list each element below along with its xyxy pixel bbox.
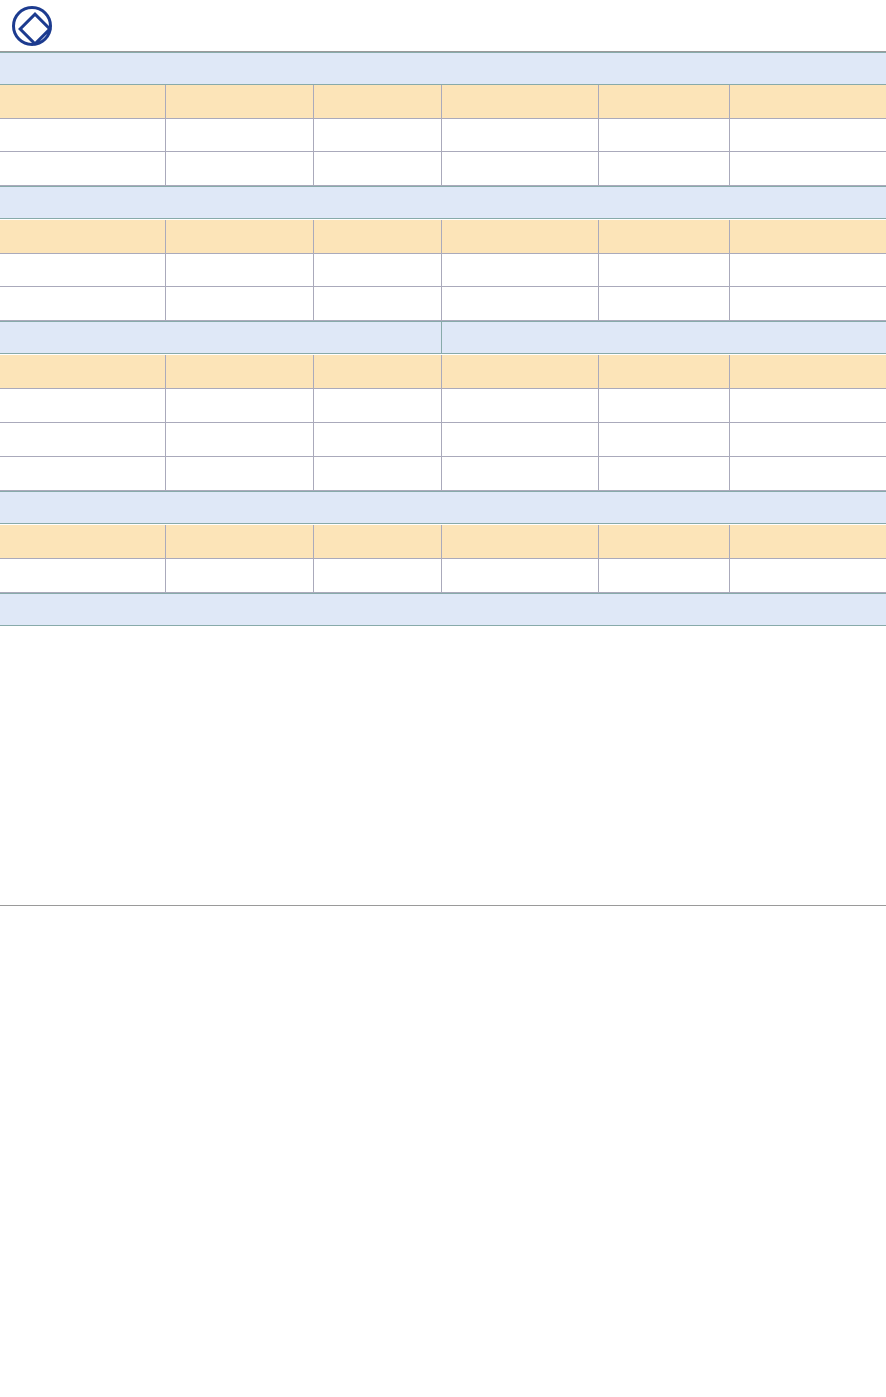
table-header xyxy=(730,220,886,253)
product-change xyxy=(314,559,442,592)
open-interest xyxy=(599,152,730,185)
table-header xyxy=(442,525,599,558)
operating-rate xyxy=(599,423,730,456)
company-logo xyxy=(12,6,144,46)
futures-section-title xyxy=(0,52,886,85)
table-row xyxy=(0,287,886,321)
product-name xyxy=(0,559,166,592)
inventory-value xyxy=(166,389,314,422)
logo-emblem-icon xyxy=(12,6,52,46)
region xyxy=(0,457,166,490)
product-name-ethylene xyxy=(442,559,599,592)
inventory-change xyxy=(314,423,442,456)
change-pct xyxy=(442,152,599,185)
operating-rate-chart xyxy=(4,1150,442,1372)
price-1126 xyxy=(314,253,442,286)
product-change xyxy=(730,559,886,592)
close-price xyxy=(314,118,442,151)
process-name xyxy=(442,423,599,456)
product-price xyxy=(599,559,730,592)
table-header xyxy=(314,525,442,558)
inventory-section-title xyxy=(0,321,442,354)
report-header xyxy=(0,0,886,52)
settle-price xyxy=(166,152,314,185)
operating-change xyxy=(730,423,886,456)
table-header xyxy=(599,525,730,558)
table-row xyxy=(0,389,886,423)
operating-change xyxy=(730,389,886,422)
region xyxy=(0,423,166,456)
price-1126 xyxy=(314,287,442,320)
table-header xyxy=(730,525,886,558)
table-header xyxy=(0,525,166,558)
table-header xyxy=(442,220,599,253)
table-row xyxy=(0,423,886,457)
table-header xyxy=(166,355,314,388)
inventory-change xyxy=(314,457,442,490)
table-header xyxy=(730,355,886,388)
product-price xyxy=(166,559,314,592)
upstream-header-row xyxy=(0,525,886,559)
table-header xyxy=(599,355,730,388)
table-header xyxy=(0,355,166,388)
table-header xyxy=(314,220,442,253)
table-row xyxy=(0,559,886,593)
table-header xyxy=(599,85,730,118)
table-header xyxy=(730,85,886,118)
table-header xyxy=(166,85,314,118)
inventory-change xyxy=(314,389,442,422)
basis xyxy=(599,253,730,286)
price-change xyxy=(442,287,599,320)
table-header xyxy=(166,220,314,253)
basis-change xyxy=(730,287,886,320)
process-name xyxy=(442,457,599,490)
table-header xyxy=(166,525,314,558)
table-header xyxy=(0,220,166,253)
inventory-header-row xyxy=(0,355,886,389)
table-header xyxy=(0,85,166,118)
futures-header-row xyxy=(0,85,886,119)
table-row xyxy=(0,253,886,287)
inventory-value xyxy=(166,457,314,490)
product-name xyxy=(0,287,166,320)
table-header xyxy=(314,355,442,388)
operating-change xyxy=(730,457,886,490)
carbide-price-chart xyxy=(446,1150,882,1372)
basis xyxy=(599,287,730,320)
basis-chart xyxy=(4,914,442,1144)
summary-text xyxy=(0,626,886,906)
spot-section-title xyxy=(0,186,886,219)
operating-rate xyxy=(599,389,730,422)
region xyxy=(0,389,166,422)
table-header xyxy=(599,220,730,253)
table-header xyxy=(442,85,599,118)
basis-change xyxy=(730,253,886,286)
open-interest xyxy=(599,118,730,151)
summary-section-title xyxy=(0,593,886,626)
daily-position-change xyxy=(730,118,886,151)
table-header xyxy=(314,85,442,118)
spot-header-row xyxy=(0,220,886,254)
price-1125 xyxy=(166,287,314,320)
product-name xyxy=(0,253,166,286)
table-row xyxy=(0,457,886,491)
close-price xyxy=(314,152,442,185)
daily-position-change xyxy=(730,152,886,185)
operating-section-title xyxy=(442,321,886,354)
contract-name xyxy=(0,152,166,185)
inventory-value xyxy=(166,423,314,456)
change-pct xyxy=(442,118,599,151)
settle-price xyxy=(166,118,314,151)
table-header xyxy=(442,355,599,388)
upstream-section-title xyxy=(0,491,886,524)
operating-rate xyxy=(599,457,730,490)
table-row xyxy=(0,118,886,152)
process-name xyxy=(442,389,599,422)
contract-name xyxy=(0,118,166,151)
price-1125 xyxy=(166,253,314,286)
price-change xyxy=(442,253,599,286)
table-row xyxy=(0,152,886,186)
inventory-chart xyxy=(446,914,882,1144)
